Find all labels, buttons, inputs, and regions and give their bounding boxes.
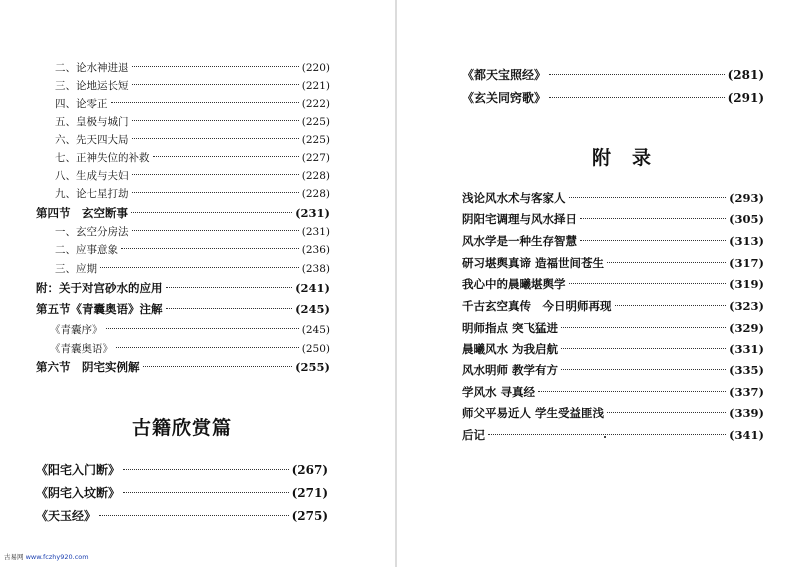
toc-section-4[interactable]: 第四节 玄空断事 (231) (36, 206, 330, 220)
toc-entry[interactable]: 风水明师 教学有方 (335) (462, 363, 764, 377)
leader-dots (166, 287, 293, 288)
classics-heading: 古籍欣赏篇 (132, 417, 233, 439)
toc-entry[interactable]: 《都天宝照经》 (281) (462, 68, 764, 82)
toc-entry[interactable]: 二、论水神进退 (220) (55, 62, 330, 74)
leader-dots (607, 262, 726, 263)
watermark-url[interactable]: www.fczhy920.com (25, 553, 89, 561)
leader-dots (132, 174, 299, 175)
leader-dots (615, 305, 727, 306)
leader-dots (132, 230, 299, 231)
leader-dots (116, 347, 299, 348)
toc-section-6[interactable]: 第六节 阴宅实例解 (255) (36, 360, 330, 374)
toc-entry[interactable]: 四、论零正 (222) (55, 98, 330, 110)
leader-dots (561, 327, 726, 328)
speck-mark (604, 436, 606, 438)
leader-dots (488, 434, 726, 435)
toc-entry[interactable]: 风水学是一种生存智慧 (313) (462, 234, 764, 248)
leader-dots (143, 366, 293, 367)
toc-entry[interactable]: 《青囊序》 (245) (50, 324, 330, 336)
toc-entry[interactable]: 《阴宅入坟断》 (271) (36, 486, 328, 500)
leader-dots (111, 102, 299, 103)
toc-entry[interactable]: 阴阳宅调理与风水择日 (305) (462, 212, 764, 226)
leader-dots (132, 84, 299, 85)
leader-dots (132, 120, 299, 121)
toc-entry[interactable]: 我心中的晨曦堪舆学 (319) (462, 277, 764, 291)
toc-entry[interactable]: 明师指点 突飞猛进 (329) (462, 321, 764, 335)
page-fold (395, 0, 397, 567)
toc-entry[interactable]: 三、论地运长短 (221) (55, 80, 330, 92)
leader-dots (538, 391, 726, 392)
toc-entry[interactable]: 研习堪舆真谛 造福世间苍生 (317) (462, 256, 764, 270)
toc-entry[interactable]: 学风水 寻真经 (337) (462, 385, 764, 399)
toc-entry[interactable]: 二、应事意象 (236) (55, 244, 330, 256)
leader-dots (569, 283, 727, 284)
leader-dots (549, 74, 725, 75)
toc-entry[interactable]: 《阳宅入门断》 (267) (36, 463, 328, 477)
toc-entry[interactable]: 八、生成与夫妇 (228) (55, 170, 330, 182)
toc-entry[interactable]: 《天玉经》 (275) (36, 509, 328, 523)
toc-entry[interactable]: 晨曦风水 为我启航 (331) (462, 342, 764, 356)
toc-entry[interactable]: 一、玄空分房法 (231) (55, 226, 330, 238)
leader-dots (121, 248, 299, 249)
leader-dots (132, 192, 299, 193)
leader-dots (580, 218, 726, 219)
toc-entry[interactable]: 七、正神失位的补救 (227) (55, 152, 330, 164)
leader-dots (569, 197, 727, 198)
leader-dots (131, 212, 292, 213)
leader-dots (549, 97, 725, 98)
toc-entry[interactable]: 五、皇极与城门 (225) (55, 116, 330, 128)
toc-entry[interactable]: 九、论七星打劫 (228) (55, 188, 330, 200)
leader-dots (166, 308, 293, 309)
toc-entry[interactable]: 《玄关同窍歌》 (291) (462, 91, 764, 105)
toc-entry[interactable]: 《青囊奥语》 (250) (50, 343, 330, 355)
toc-entry[interactable]: 千古玄空真传 今日明师再现 (323) (462, 299, 764, 313)
leader-dots (100, 267, 299, 268)
leader-dots (123, 469, 289, 470)
toc-section-5[interactable]: 第五节《青囊奥语》注解 (245) (36, 302, 330, 316)
leader-dots (132, 138, 299, 139)
toc-entry[interactable]: 师父平易近人 学生受益匪浅 (339) (462, 406, 764, 420)
toc-appendix-note[interactable]: 附：关于对宫砂水的应用 (241) (36, 281, 330, 295)
leader-dots (580, 240, 726, 241)
leader-dots (132, 66, 299, 67)
toc-entry[interactable]: 后记 (341) (462, 428, 764, 442)
leader-dots (561, 348, 726, 349)
toc-entry[interactable]: 三、应期 (238) (55, 263, 330, 275)
leader-dots (607, 412, 726, 413)
leader-dots (106, 328, 299, 329)
leader-dots (153, 156, 299, 157)
leader-dots (99, 515, 289, 516)
appendix-heading: 附 录 (592, 147, 653, 169)
leader-dots (123, 492, 289, 493)
watermark-site: 古易网 (4, 553, 24, 561)
toc-entry[interactable]: 浅论风水术与客家人 (293) (462, 191, 764, 205)
leader-dots (561, 369, 726, 370)
toc-entry[interactable]: 六、先天四大局 (225) (55, 134, 330, 146)
watermark (4, 552, 89, 561)
